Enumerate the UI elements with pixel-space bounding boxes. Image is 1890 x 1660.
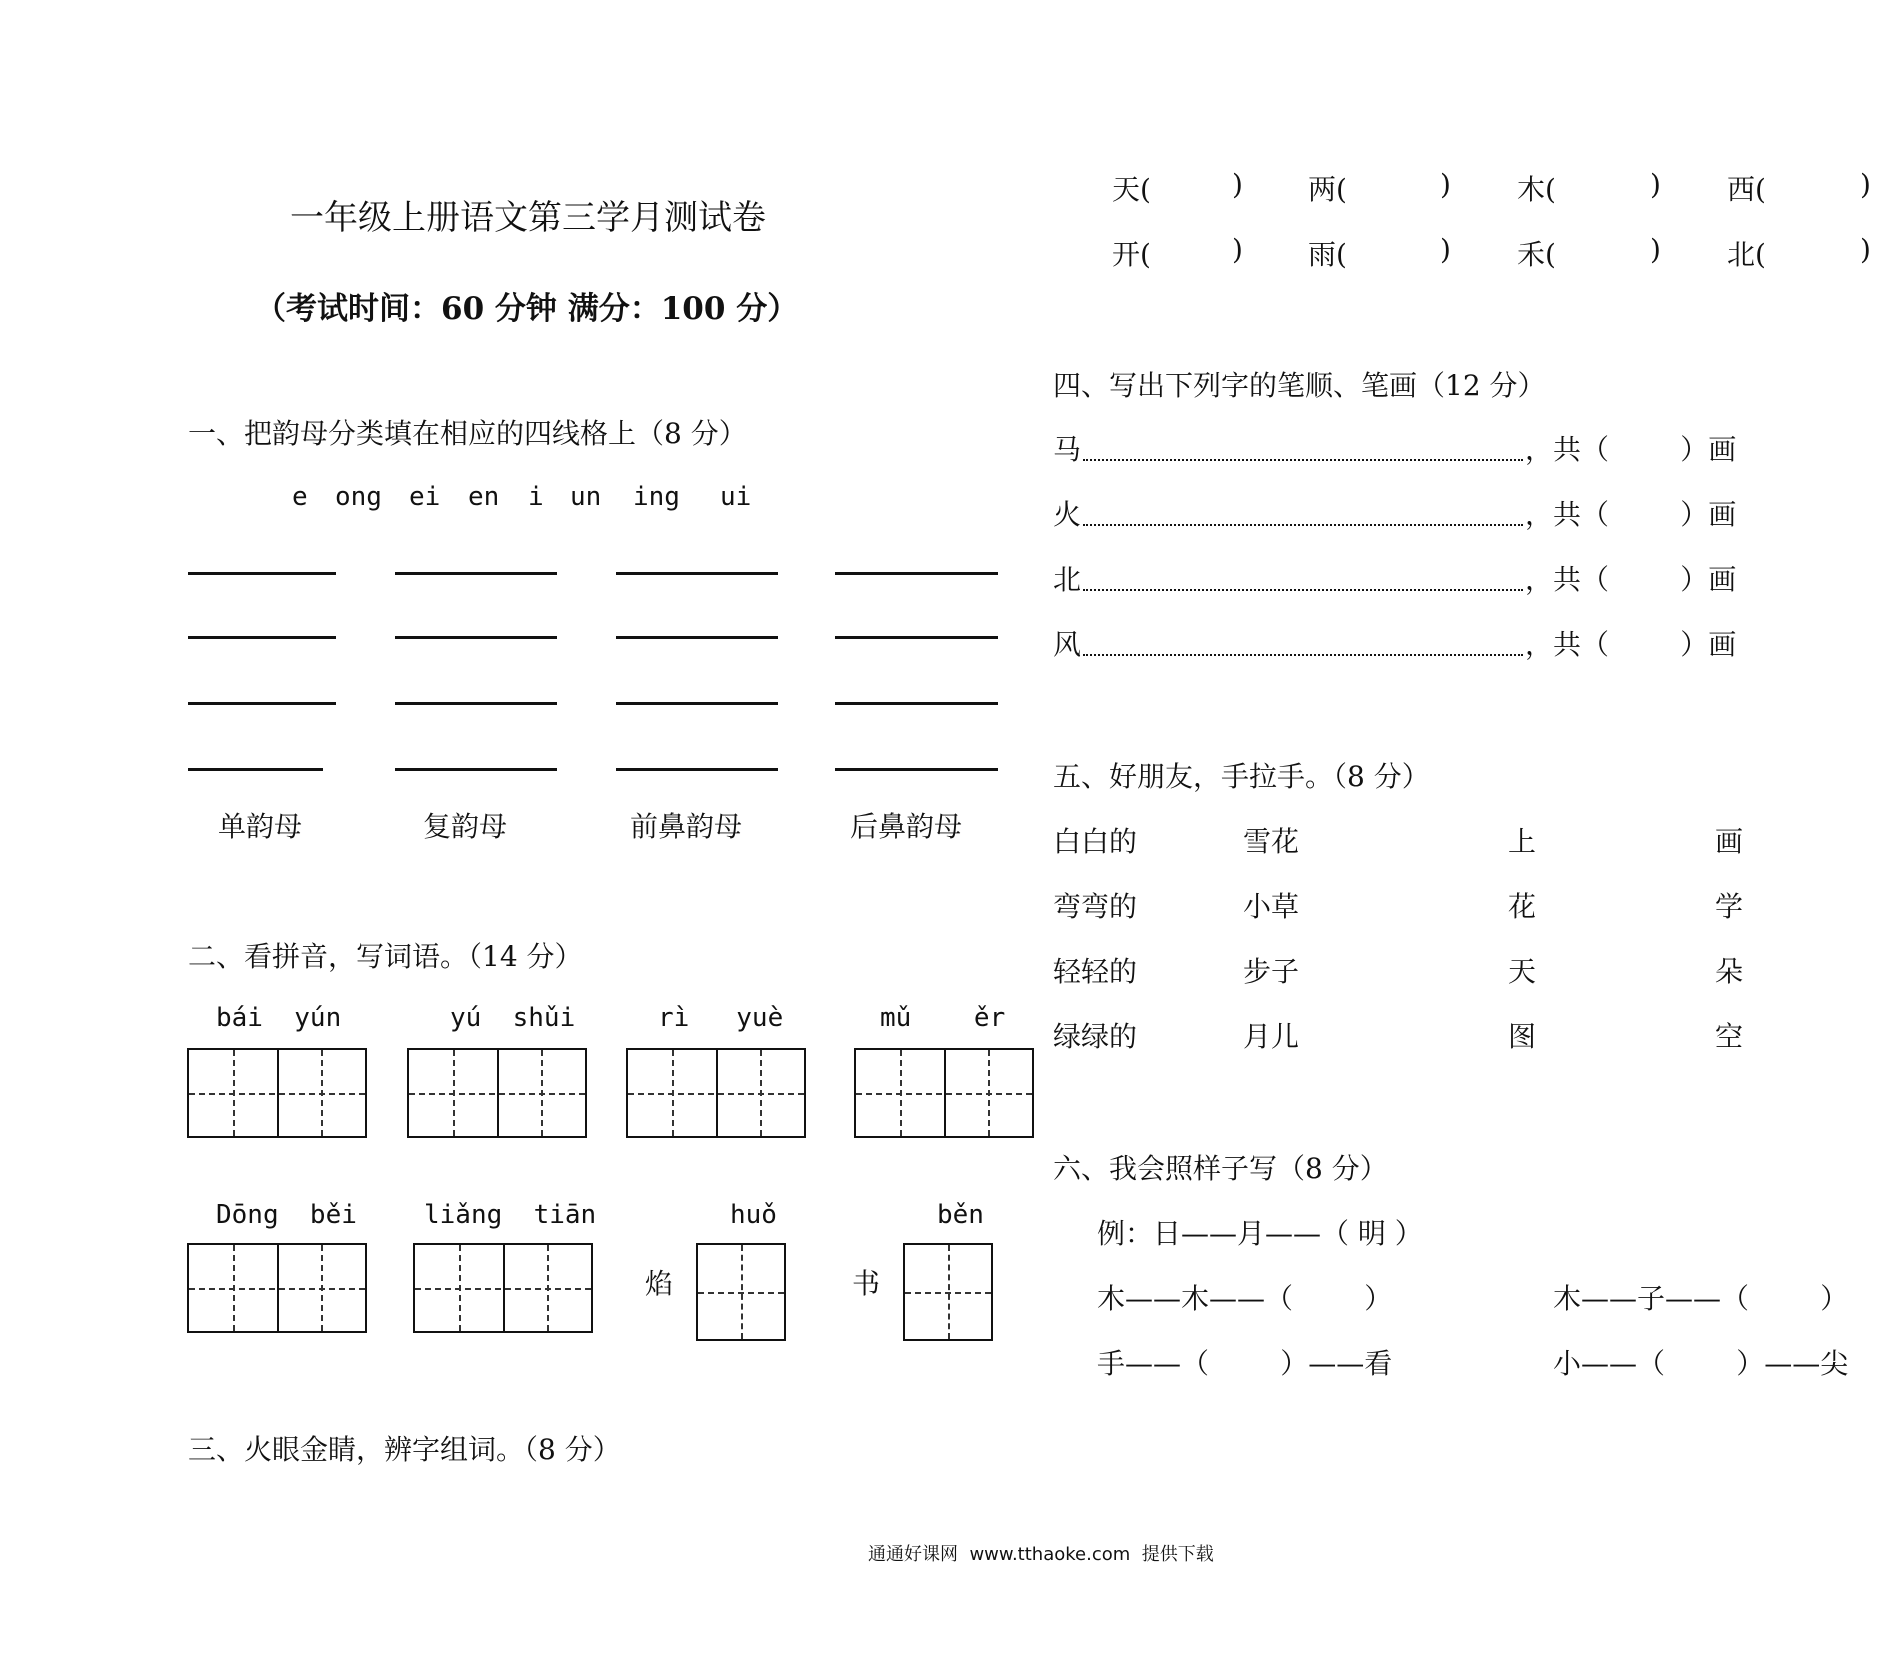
match-word[interactable]: 朵 bbox=[1715, 955, 1744, 988]
hint-char: 书 bbox=[852, 1267, 881, 1300]
writing-grid[interactable] bbox=[696, 1243, 786, 1341]
pattern-question[interactable]: 木——木——（ ） bbox=[1097, 1282, 1393, 1315]
hint-char: 焰 bbox=[645, 1267, 674, 1300]
stroke-count: ，共（ ）画 bbox=[1525, 563, 1737, 596]
match-word[interactable]: 月儿 bbox=[1243, 1020, 1300, 1053]
pinyin-label: bái yún bbox=[216, 1003, 342, 1033]
stroke-order-line[interactable] bbox=[1083, 459, 1523, 461]
close-paren: ) bbox=[1860, 168, 1871, 201]
category-label-2: 复韵母 bbox=[423, 810, 508, 843]
close-paren: ) bbox=[1232, 168, 1243, 201]
footer-credit: 通通好课网 www.tthaoke.com 提供下载 bbox=[868, 1544, 1214, 1565]
match-word[interactable]: 空 bbox=[1715, 1020, 1744, 1053]
vowel-item: en bbox=[468, 482, 500, 512]
category-label-3: 前鼻韵母 bbox=[630, 810, 743, 843]
match-word[interactable]: 弯弯的 bbox=[1053, 890, 1138, 923]
close-paren: ) bbox=[1650, 233, 1661, 266]
pattern-question[interactable]: 木——子——（ ） bbox=[1553, 1282, 1849, 1315]
stroke-order-line[interactable] bbox=[1083, 654, 1523, 656]
writing-grid[interactable] bbox=[903, 1243, 993, 1341]
pinyin-label: liǎng tiān bbox=[424, 1200, 597, 1230]
example-line: 例：日——月——（ 明 ） bbox=[1097, 1217, 1423, 1250]
pinyin-label: yú shǔi bbox=[450, 1003, 576, 1033]
close-paren: ) bbox=[1860, 233, 1871, 266]
match-word[interactable]: 画 bbox=[1715, 825, 1744, 858]
section5-heading: 五、好朋友，手拉手。（8 分） bbox=[1053, 760, 1430, 793]
match-word[interactable]: 轻轻的 bbox=[1053, 955, 1138, 988]
char-prompt: 木( bbox=[1517, 173, 1556, 206]
char-prompt: 西( bbox=[1727, 173, 1766, 206]
stroke-char: 马 bbox=[1053, 433, 1082, 466]
pinyin-label: huǒ bbox=[730, 1200, 777, 1230]
pinyin-label: Dōng běi bbox=[216, 1200, 357, 1230]
pattern-question[interactable]: 手——（ ）——看 bbox=[1097, 1347, 1393, 1380]
vowel-item: un bbox=[570, 482, 602, 512]
writing-grid[interactable] bbox=[413, 1243, 593, 1333]
char-prompt: 开( bbox=[1112, 238, 1151, 271]
vowel-item: i bbox=[528, 482, 544, 512]
stroke-order-line[interactable] bbox=[1083, 524, 1523, 526]
char-prompt: 两( bbox=[1308, 173, 1347, 206]
char-prompt: 雨( bbox=[1308, 238, 1347, 271]
stroke-char: 北 bbox=[1053, 563, 1082, 596]
char-prompt: 天( bbox=[1112, 173, 1151, 206]
stroke-count: ，共（ ）画 bbox=[1525, 498, 1737, 531]
pinyin-label: běn bbox=[937, 1200, 984, 1230]
category-label-4: 后鼻韵母 bbox=[850, 810, 963, 843]
writing-grid[interactable] bbox=[187, 1048, 367, 1138]
section3-heading: 三、火眼金睛，辨字组词。（8 分） bbox=[188, 1433, 621, 1466]
match-word[interactable]: 白白的 bbox=[1053, 825, 1138, 858]
stroke-order-line[interactable] bbox=[1083, 589, 1523, 591]
close-paren: ) bbox=[1650, 168, 1661, 201]
stroke-count: ，共（ ）画 bbox=[1525, 628, 1737, 661]
char-prompt: 北( bbox=[1727, 238, 1766, 271]
close-paren: ) bbox=[1440, 233, 1451, 266]
vowel-item: ing bbox=[633, 482, 680, 512]
section1-heading: 一、把韵母分类填在相应的四线格上（8 分） bbox=[188, 417, 747, 450]
vowel-item: ei bbox=[409, 482, 441, 512]
stroke-char: 风 bbox=[1053, 628, 1082, 661]
vowel-item: ui bbox=[720, 482, 752, 512]
stroke-char: 火 bbox=[1053, 498, 1082, 531]
section4-heading: 四、写出下列字的笔顺、笔画（12 分） bbox=[1053, 369, 1546, 402]
match-word[interactable]: 天 bbox=[1508, 955, 1537, 988]
exam-info: （考试时间：60 分钟 满分：100 分） bbox=[255, 291, 799, 327]
match-word[interactable]: 图 bbox=[1508, 1020, 1537, 1053]
writing-grid[interactable] bbox=[626, 1048, 806, 1138]
pinyin-label: mǔ ěr bbox=[880, 1003, 1006, 1033]
match-word[interactable]: 小草 bbox=[1243, 890, 1300, 923]
match-word[interactable]: 学 bbox=[1715, 890, 1744, 923]
pinyin-label: rì yuè bbox=[658, 1003, 784, 1033]
match-word[interactable]: 绿绿的 bbox=[1053, 1020, 1138, 1053]
category-label-1: 单韵母 bbox=[218, 810, 303, 843]
match-word[interactable]: 花 bbox=[1508, 890, 1537, 923]
match-word[interactable]: 步子 bbox=[1243, 955, 1300, 988]
close-paren: ) bbox=[1232, 233, 1243, 266]
section6-heading: 六、我会照样子写（8 分） bbox=[1053, 1152, 1388, 1185]
close-paren: ) bbox=[1440, 168, 1451, 201]
writing-grid[interactable] bbox=[187, 1243, 367, 1333]
section2-heading: 二、看拼音，写词语。（14 分） bbox=[188, 940, 583, 973]
stroke-count: ，共（ ）画 bbox=[1525, 433, 1737, 466]
match-word[interactable]: 上 bbox=[1508, 825, 1537, 858]
writing-grid[interactable] bbox=[854, 1048, 1034, 1138]
vowel-item: e bbox=[292, 482, 308, 512]
page-title: 一年级上册语文第三学月测试卷 bbox=[290, 198, 766, 238]
char-prompt: 禾( bbox=[1517, 238, 1556, 271]
pattern-question[interactable]: 小——（ ）——尖 bbox=[1553, 1347, 1849, 1380]
vowel-item: ong bbox=[335, 482, 382, 512]
writing-grid[interactable] bbox=[407, 1048, 587, 1138]
match-word[interactable]: 雪花 bbox=[1243, 825, 1300, 858]
